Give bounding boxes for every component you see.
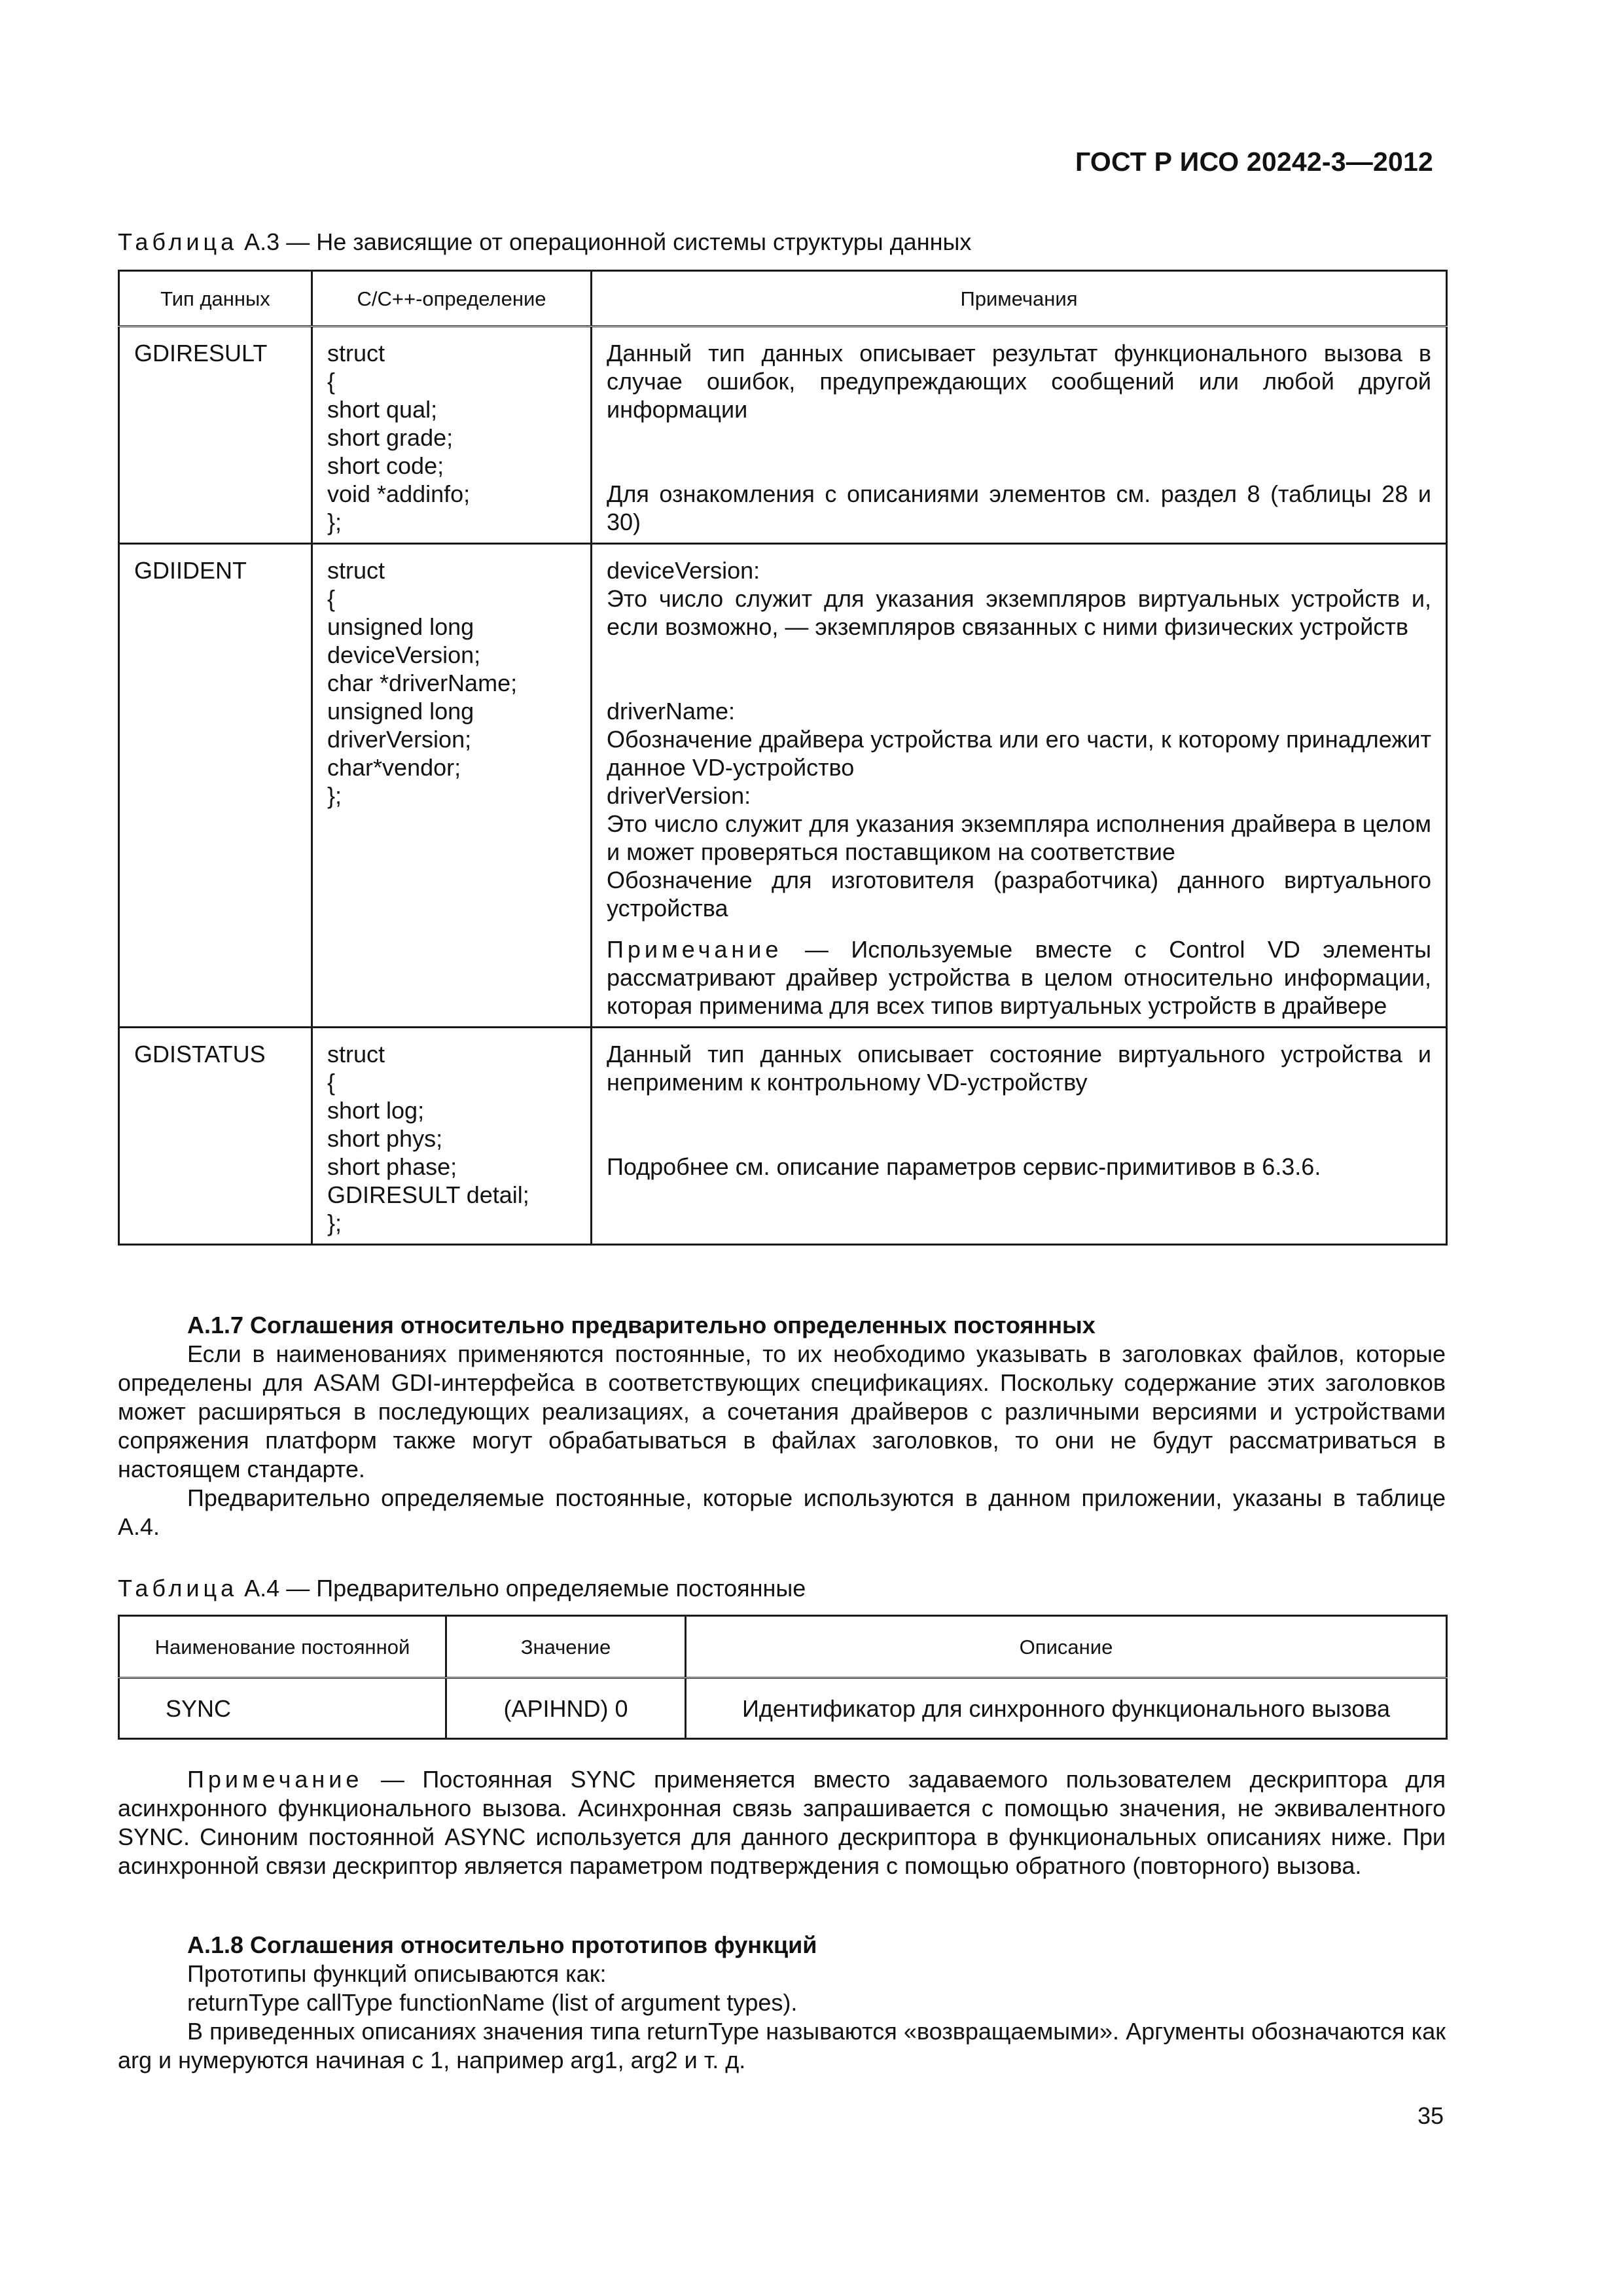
def-line: short phase; (327, 1153, 457, 1180)
field-label: driverName: (607, 698, 736, 725)
cell-definition (312, 327, 592, 544)
cell-type: GDIRESULT (119, 327, 312, 544)
section-a17 (118, 1311, 1446, 1541)
section-a18 (118, 1931, 1446, 2075)
note-text: Это число служит для указания экземпляра исполнения драйвера в целом и может проверяться поставщиком на соответствие (607, 810, 1431, 865)
def-line: driverVersion; (327, 726, 472, 753)
cell-notes (592, 1028, 1447, 1245)
page-number: 35 (1417, 2102, 1444, 2129)
note-a4 (118, 1765, 1446, 1880)
note-text: Обозначение для изготовителя (разработчика) данного виртуального устройства (607, 867, 1431, 922)
document-header: ГОСТ Р ИСО 20242-3—2012 (1075, 147, 1433, 177)
def-line: }; (327, 782, 342, 809)
def-line: }; (327, 1210, 342, 1236)
paragraph: Предварительно определяемые постоянные, которые используются в данном приложении, указаны в таблице А.4. (118, 1484, 1446, 1540)
table-row (119, 1678, 1447, 1739)
def-line: struct (327, 557, 385, 584)
note-prefix: Примечание (607, 936, 783, 963)
table-a3-caption (118, 228, 971, 256)
cell-notes (592, 544, 1447, 1028)
table-row (119, 544, 1447, 1028)
paragraph: returnType callType functionName (list of argument types). (187, 1989, 798, 2016)
def-line: }; (327, 509, 342, 535)
def-line: struct (327, 340, 385, 367)
def-line: struct (327, 1041, 385, 1067)
note-text: Данный тип данных описывает состояние виртуального устройства и неприменим к контрольному VD-устройству (607, 1041, 1431, 1096)
field-label: driverVersion: (607, 782, 751, 809)
col-header-definition: С/С++-определение (312, 271, 592, 327)
def-line: GDIRESULT detail; (327, 1181, 529, 1208)
table-row (119, 327, 1447, 544)
def-line: short qual; (327, 396, 438, 423)
cell-definition (312, 544, 592, 1028)
cell-description: Идентификатор для синхронного функционального вызова (686, 1678, 1447, 1739)
note-text: Для ознакомления с описаниями элементов см. раздел 8 (таблицы 28 и 30) (607, 480, 1431, 535)
table-a3-caption-prefix: Таблица (118, 228, 238, 255)
col-header-constant-name: Наименование постоянной (119, 1616, 446, 1678)
note-prefix: Примечание (187, 1766, 363, 1793)
col-header-notes: Примечания (592, 271, 1447, 327)
note-text: — Используемые вместе с Control VD элементы рассматривают драйвер устройства в целом относительно информации, которая применима для всех типов виртуальных устройств в драйвере (607, 936, 1431, 1019)
note-text: Данный тип данных описывает результат функционального вызова в случае ошибок, предупреждающих сообщений или любой другой информации (607, 340, 1431, 423)
cell-type: GDISTATUS (119, 1028, 312, 1245)
cell-constant-name: SYNC (119, 1678, 446, 1739)
table-note (607, 935, 1431, 1020)
table-row (119, 1028, 1447, 1245)
table-a4 (118, 1615, 1448, 1740)
cell-definition (312, 1028, 592, 1245)
def-line: void *addinfo; (327, 480, 471, 507)
cell-type: GDIIDENT (119, 544, 312, 1028)
def-line: char *driverName; (327, 670, 518, 696)
cell-value: (APIHND) 0 (446, 1678, 686, 1739)
note-text: Подробнее см. описание параметров сервис-примитивов в 6.3.6. (607, 1153, 1321, 1180)
table-a3-caption-text: А.3 — Не зависящие от операционной системы структуры данных (238, 228, 972, 255)
col-header-data-type: Тип данных (119, 271, 312, 327)
def-line: short grade; (327, 424, 454, 451)
note-text: Это число служит для указания экземпляров виртуальных устройств и, если возможно, — экземпляров связанных с ними физических устройств (607, 585, 1431, 640)
paragraph: Прототипы функций описываются как: (187, 1960, 607, 1987)
def-line: short log; (327, 1097, 425, 1124)
table-a4-caption-prefix: Таблица (118, 1575, 238, 1602)
def-line: deviceVersion; (327, 641, 481, 668)
field-label: deviceVersion: (607, 557, 760, 584)
paragraph: Если в наименованиях применяются постоянные, то их необходимо указывать в заголовках файлов, которые определены для ASAM GDI-интерфейса в соответствующих спецификациях. Поскольку содержание этих заголовков может расширяться в последующих реализациях, а сочетания драйверов с различными версиями и устройствами сопряжения платформ также могут обрабатываться в файлах заголовков, то они не будут рассматриваться в настоящем стандарте. (118, 1340, 1446, 1482)
col-header-description: Описание (686, 1616, 1447, 1678)
def-line: short code; (327, 452, 444, 479)
section-title: А.1.8 Соглашения относительно прототипов функций (187, 1931, 817, 1958)
note-text: Обозначение драйвера устройства или его части, к которому принадлежит данное VD-устройство (607, 726, 1431, 781)
table-a4-caption-text: А.4 — Предварительно определяемые постоянные (238, 1575, 806, 1602)
def-line: short phys; (327, 1125, 443, 1152)
section-title: А.1.7 Соглашения относительно предварительно определенных постоянных (187, 1312, 1096, 1338)
table-a4-caption (118, 1574, 806, 1602)
col-header-value: Значение (446, 1616, 686, 1678)
note-text: — Постоянная SYNC применяется вместо задаваемого пользователем дескриптора для асинхронного функционального вызова. Асинхронная связь запрашивается с помощью значения, не эквивалентного SYNC. Синоним постоянной ASYNC используется для данного дескриптора в функциональных описаниях ниже. При асинхронной связи дескриптор является параметром подтверждения с помощью обратного (повторного) вызова. (118, 1766, 1446, 1879)
def-line: unsigned long (327, 698, 474, 725)
def-line: { (327, 585, 336, 612)
table-a3 (118, 270, 1448, 1246)
cell-notes (592, 327, 1447, 544)
def-line: { (327, 368, 336, 395)
def-line: unsigned long (327, 613, 474, 640)
def-line: { (327, 1069, 336, 1096)
paragraph: В приведенных описаниях значения типа returnType называются «возвращаемыми». Аргументы обозначаются как arg и нумеруются начиная с 1, например arg1, arg2 и т. д. (118, 2018, 1446, 2073)
def-line: char*vendor; (327, 754, 461, 781)
